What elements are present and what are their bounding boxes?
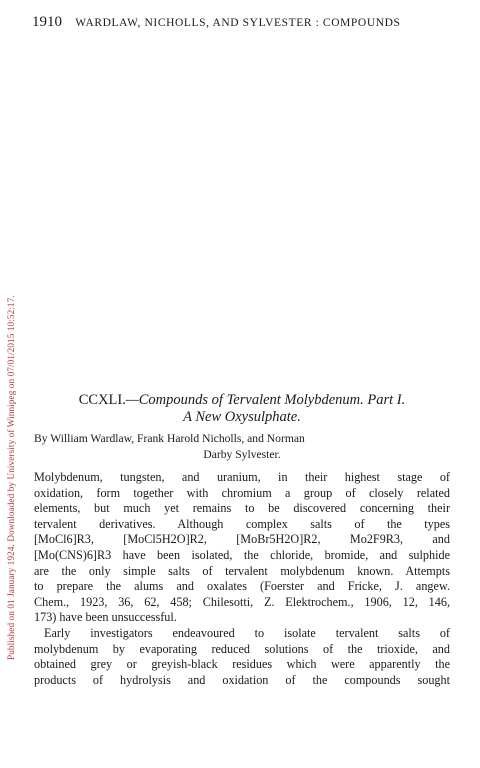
- running-title: WARDLAW, NICHOLLS, AND SYLVESTER : COMPOUNDS: [75, 17, 401, 29]
- body-line: [Mo(CNS)6]R3 have been isolated, the chloride, bromide, and sulphide: [34, 547, 450, 562]
- body-line: [MoCl6]R3, [MoCl5H2O]R2, [MoBr5H2O]R2, Mo2F9R3, and: [34, 532, 450, 547]
- article-body: [34, 470, 450, 688]
- authors-line-1: By William Wardlaw, Frank Harold Nicholls, and Norman: [34, 432, 305, 445]
- authors-line-2: Darby Sylvester.: [203, 448, 281, 461]
- article-number: CCXLI.: [78, 392, 126, 408]
- body-line: oxidation, form together with chromium a group of closely related: [34, 485, 450, 500]
- body-line: molybdenum by evaporating reduced solutions of the trioxide, and: [34, 641, 450, 656]
- page-number: 1910: [32, 14, 62, 30]
- body-line: products of hydrolysis and oxidation of the compounds sought: [34, 672, 450, 687]
- publication-side-note: [6, 70, 18, 670]
- paragraph-2: [34, 626, 450, 688]
- author-byline: [34, 432, 450, 462]
- body-line: Chem., 1923, 36, 62, 458; Chilesotti, Z. Elektrochem., 1906, 12, 146,: [34, 594, 450, 609]
- body-line: obtained grey or greyish-black residues which were apparently the: [34, 657, 450, 672]
- title-line-2: A New Oxysulphate.: [183, 409, 301, 425]
- publication-note-text[interactable]: Published on 01 January 1924. Downloaded by University of Winnipeg on 07/01/2015 10:52:17.: [6, 295, 16, 660]
- title-text: —Compounds of Tervalent Molybdenum. Part I.: [125, 392, 406, 408]
- running-header: [32, 14, 452, 31]
- body-line: elements, but much yet remains to be discovered concerning their: [34, 501, 450, 516]
- title-line-1: [34, 392, 450, 409]
- body-line: Molybdenum, tungsten, and uranium, in their highest stage of: [34, 470, 450, 484]
- paragraph-1: [34, 470, 450, 626]
- article-title: [34, 392, 450, 426]
- body-line: to prepare the alums and oxalates (Foerster and Fricke, J. angew.: [34, 579, 450, 594]
- body-line: tervalent derivatives. Although complex salts of the types: [34, 516, 450, 531]
- body-line: Early investigators endeavoured to isolate tervalent salts of: [44, 625, 450, 640]
- body-line: 173) have been unsuccessful.: [34, 610, 177, 625]
- body-line: are the only simple salts of tervalent molybdenum known. Attempts: [34, 563, 450, 578]
